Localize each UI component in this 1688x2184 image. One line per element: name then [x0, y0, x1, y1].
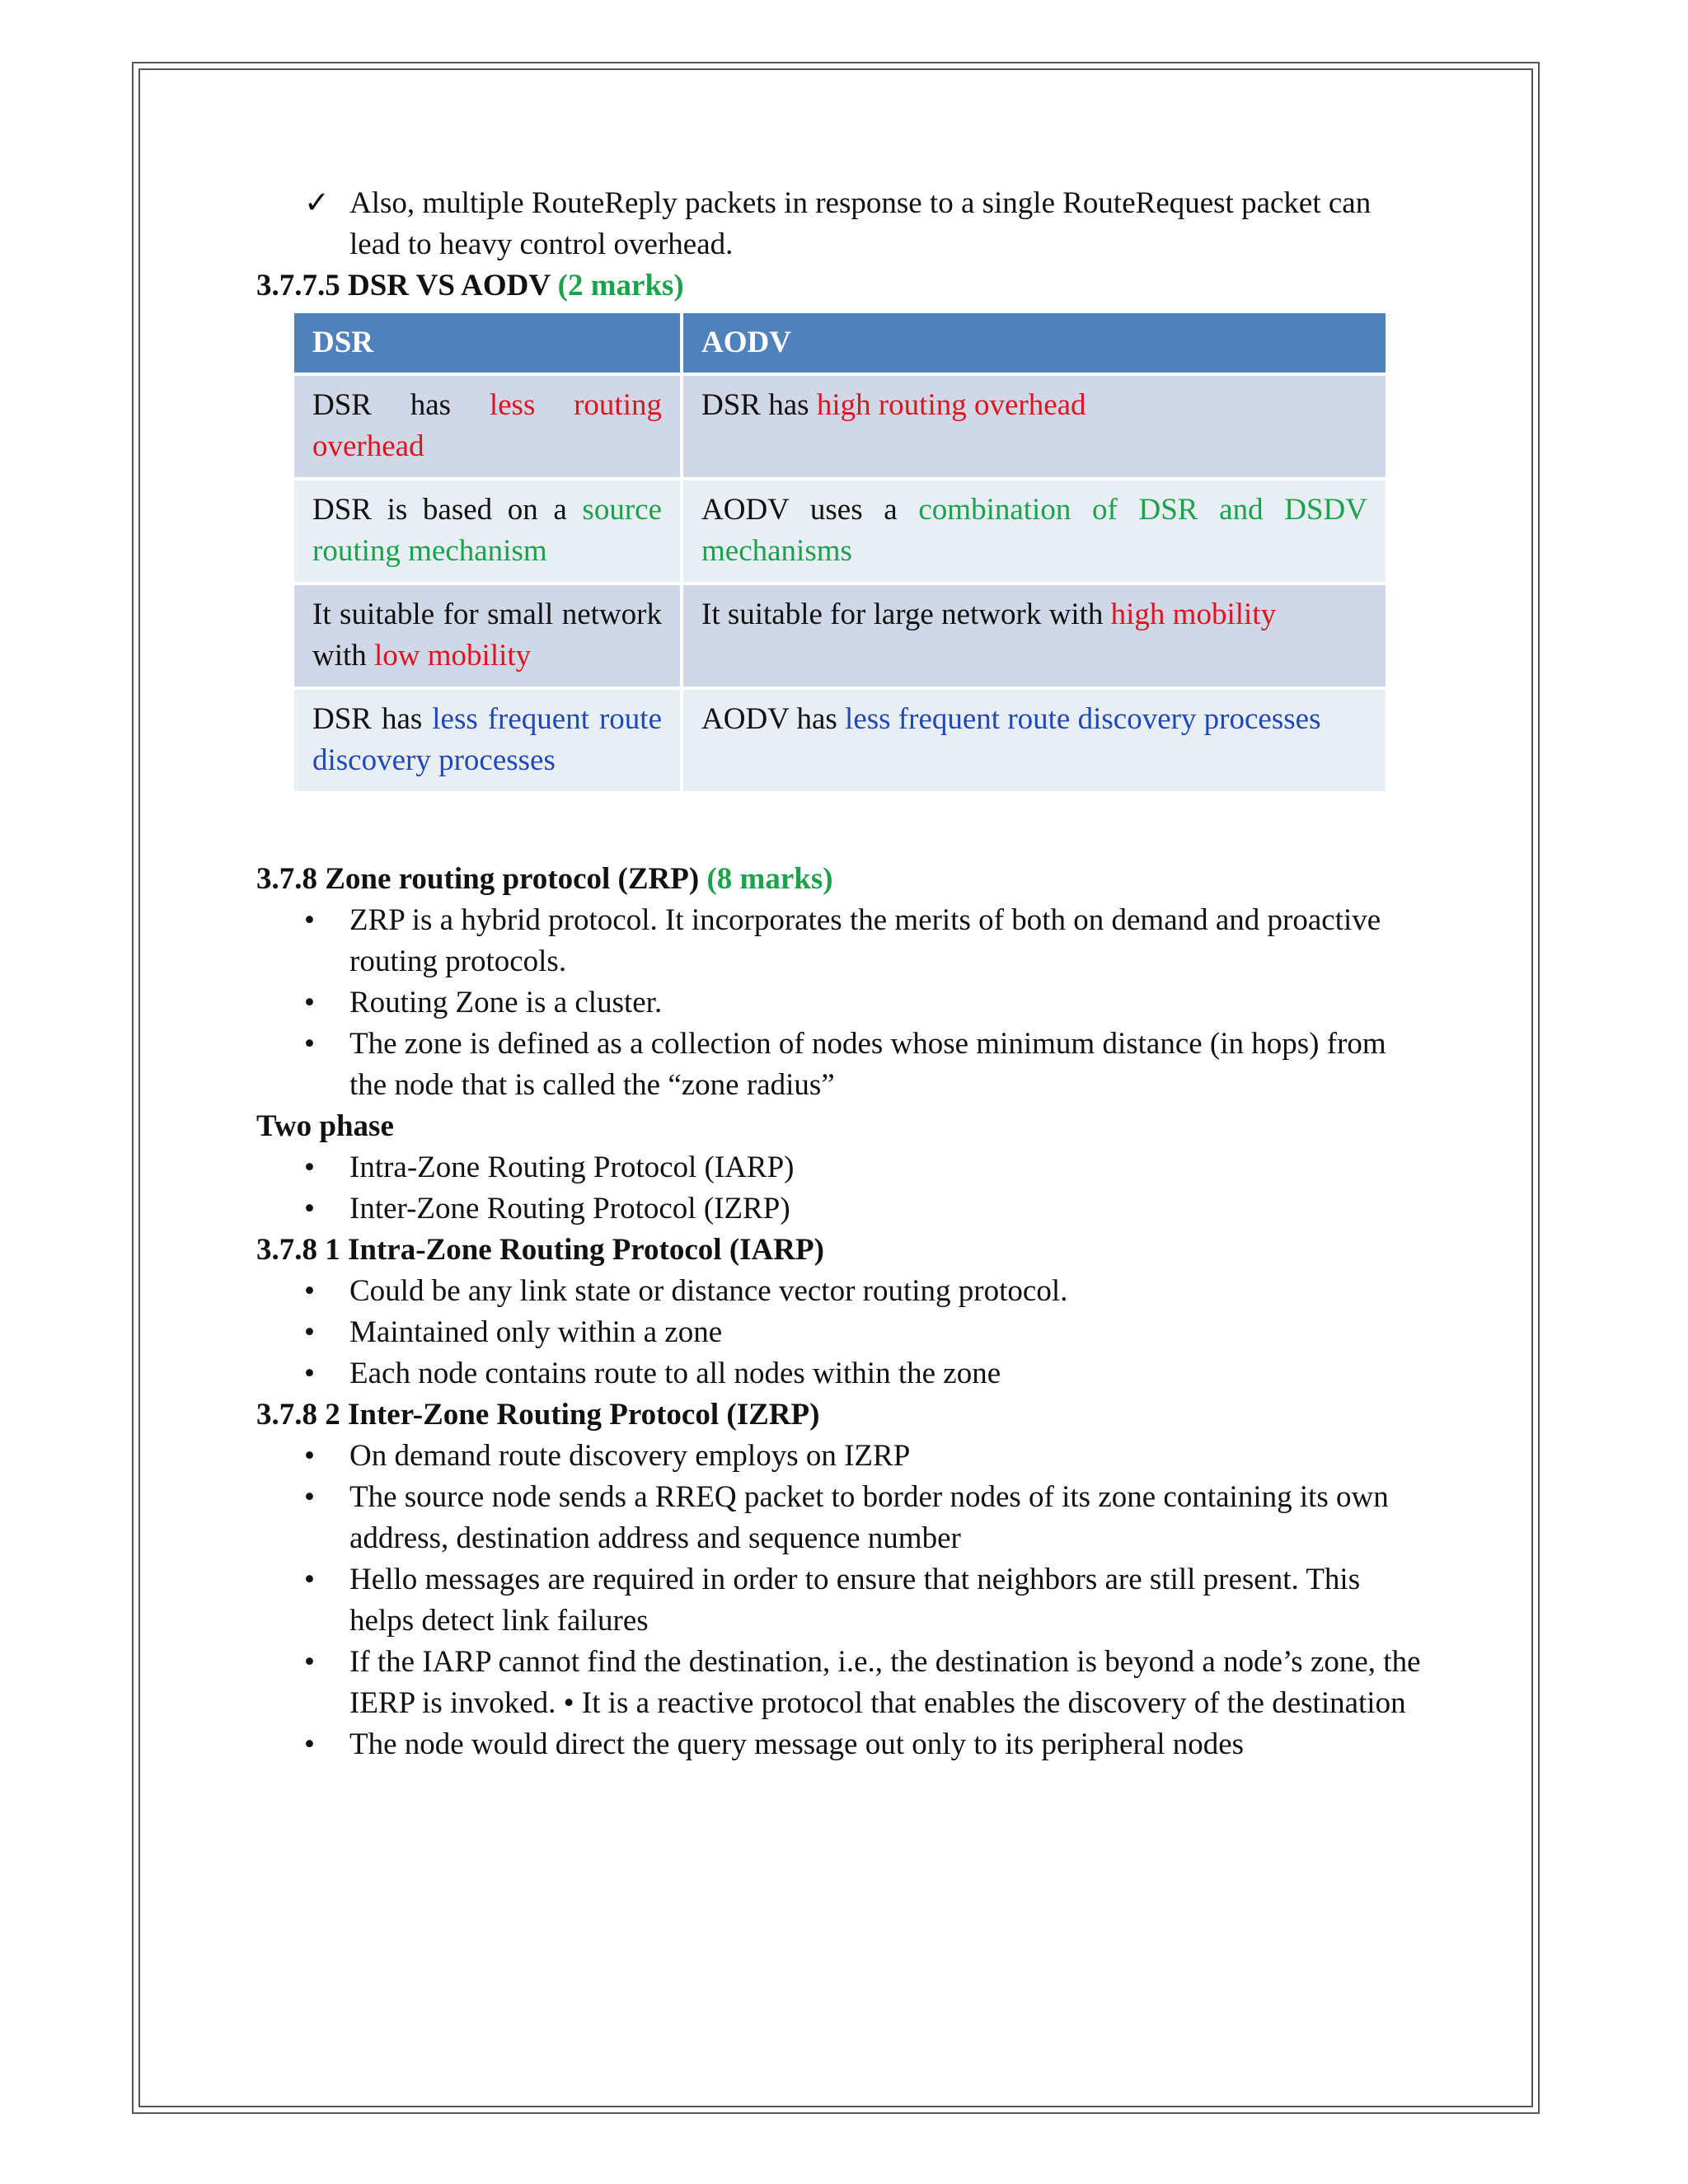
list-item-text: The source node sends a RREQ packet to border nodes of its zone containing its own address, destination address and sequence number [349, 1480, 1389, 1555]
bullet-icon: • [304, 903, 315, 937]
bullet-icon: • [304, 1357, 315, 1390]
list-item [256, 1642, 1427, 1724]
column-header-dsr: DSR [294, 313, 680, 373]
list-item [256, 900, 1427, 982]
bullet-icon: • [304, 1727, 315, 1761]
zrp-list [256, 900, 1427, 1106]
two-phase-list [256, 1147, 1427, 1230]
cell-text: DSR has [312, 702, 433, 736]
list-item [256, 1024, 1427, 1106]
cell-text: AODV has [701, 702, 846, 736]
bullet-icon: • [304, 1480, 315, 1514]
table-cell-dsr [294, 690, 680, 791]
list-item-text: Maintained only within a zone [349, 1315, 723, 1349]
bullet-icon: • [304, 1192, 315, 1226]
list-item [256, 1188, 1427, 1230]
list-item-text: The node would direct the query message out only to its peripheral nodes [349, 1727, 1245, 1761]
bullet-icon: • [304, 1027, 315, 1061]
dsr-vs-aodv-marks: (2 marks) [557, 269, 684, 302]
cell-text: It suitable for large network with [701, 598, 1111, 631]
table-header-row [294, 313, 1386, 373]
list-item-text: Hello messages are required in order to ensure that neighbors are still present. This helps detect link failures [349, 1563, 1361, 1638]
highlighted-text: combination of DSR and DSDV mechanisms [701, 493, 1367, 568]
list-item-text: If the IARP cannot find the destination, i.e., the destination is beyond a node’s zone, the IERP is invoked. • It is a reactive protocol that enables the discovery of the destination [349, 1645, 1421, 1720]
highlighted-text: high routing overhead [816, 388, 1086, 422]
highlighted-text: source routing mechanism [312, 493, 662, 568]
bullet-icon: • [304, 1645, 315, 1679]
iarp-heading: 3.7.8 1 Intra-Zone Routing Protocol (IARP) [256, 1233, 824, 1267]
cell-text: It suitable for small network with [312, 598, 662, 673]
table-cell-aodv [683, 480, 1386, 582]
bullet-icon: • [304, 1151, 315, 1184]
table-row [294, 690, 1386, 791]
table-body [294, 376, 1386, 791]
table-cell-aodv [683, 585, 1386, 687]
list-item [256, 1724, 1427, 1765]
checkmark-icon: ✓ [304, 186, 331, 220]
section-spacer [256, 794, 1427, 859]
intro-text: Also, multiple RouteReply packets in response to a single RouteRequest packet can lead to heavy control overhead. [349, 186, 1372, 261]
table-cell-aodv [683, 376, 1386, 477]
list-item-text: Intra-Zone Routing Protocol (IARP) [349, 1151, 795, 1184]
dsr-vs-aodv-heading [256, 265, 1427, 307]
table-cell-dsr [294, 480, 680, 582]
list-item [256, 1436, 1427, 1477]
list-item-text: Could be any link state or distance vector routing protocol. [349, 1274, 1068, 1308]
list-item-text: ZRP is a hybrid protocol. It incorporates the merits of both on demand and proactive routing protocols. [349, 903, 1381, 978]
list-item [256, 1271, 1427, 1312]
two-phase-heading: Two phase [256, 1109, 394, 1143]
bullet-icon: • [304, 986, 315, 1019]
table-row [294, 376, 1386, 477]
list-item-text: Each node contains route to all nodes within the zone [349, 1357, 1001, 1390]
izrp-list [256, 1436, 1427, 1765]
table-cell-dsr [294, 376, 680, 477]
bullet-icon: • [304, 1274, 315, 1308]
cell-text: AODV uses a [701, 493, 919, 527]
list-item [256, 1477, 1427, 1559]
list-item [256, 1312, 1427, 1353]
zrp-title: 3.7.8 Zone routing protocol (ZRP) [256, 862, 700, 896]
list-item-text: Inter-Zone Routing Protocol (IZRP) [349, 1192, 790, 1226]
cell-text: DSR has [701, 388, 817, 422]
table-row [294, 480, 1386, 582]
list-item [256, 1559, 1427, 1642]
list-item-text: Routing Zone is a cluster. [349, 986, 663, 1019]
bullet-icon: • [304, 1563, 315, 1596]
highlighted-text: high mobility [1110, 598, 1277, 631]
column-header-aodv: AODV [683, 313, 1386, 373]
zrp-heading [256, 859, 1427, 900]
izrp-heading: 3.7.8 2 Inter-Zone Routing Protocol (IZRP) [256, 1398, 820, 1432]
iarp-list [256, 1271, 1427, 1394]
highlighted-text: low mobility [374, 639, 532, 673]
list-item [256, 982, 1427, 1024]
highlighted-text: less routing overhead [312, 388, 662, 463]
table-row [294, 585, 1386, 687]
bullet-icon: • [304, 1315, 315, 1349]
table-cell-aodv [683, 690, 1386, 791]
zrp-marks: (8 marks) [706, 862, 833, 896]
list-item-text: The zone is defined as a collection of nodes whose minimum distance (in hops) from the node that is called the “zone radius” [349, 1027, 1386, 1102]
list-item [256, 1147, 1427, 1188]
cell-text: DSR is based on a [312, 493, 583, 527]
highlighted-text: less frequent route discovery processes [845, 702, 1321, 736]
dsr-vs-aodv-table [291, 310, 1389, 794]
cell-text: DSR has [312, 388, 490, 422]
list-item [256, 1353, 1427, 1394]
table-cell-dsr [294, 585, 680, 687]
bullet-icon: • [304, 1439, 315, 1473]
intro-check-item [256, 183, 1427, 265]
dsr-vs-aodv-title: 3.7.7.5 DSR VS AODV [256, 269, 551, 302]
highlighted-text: less frequent route discovery processes [312, 702, 662, 777]
list-item-text: On demand route discovery employs on IZRP [349, 1439, 911, 1473]
document-body [256, 183, 1427, 1765]
